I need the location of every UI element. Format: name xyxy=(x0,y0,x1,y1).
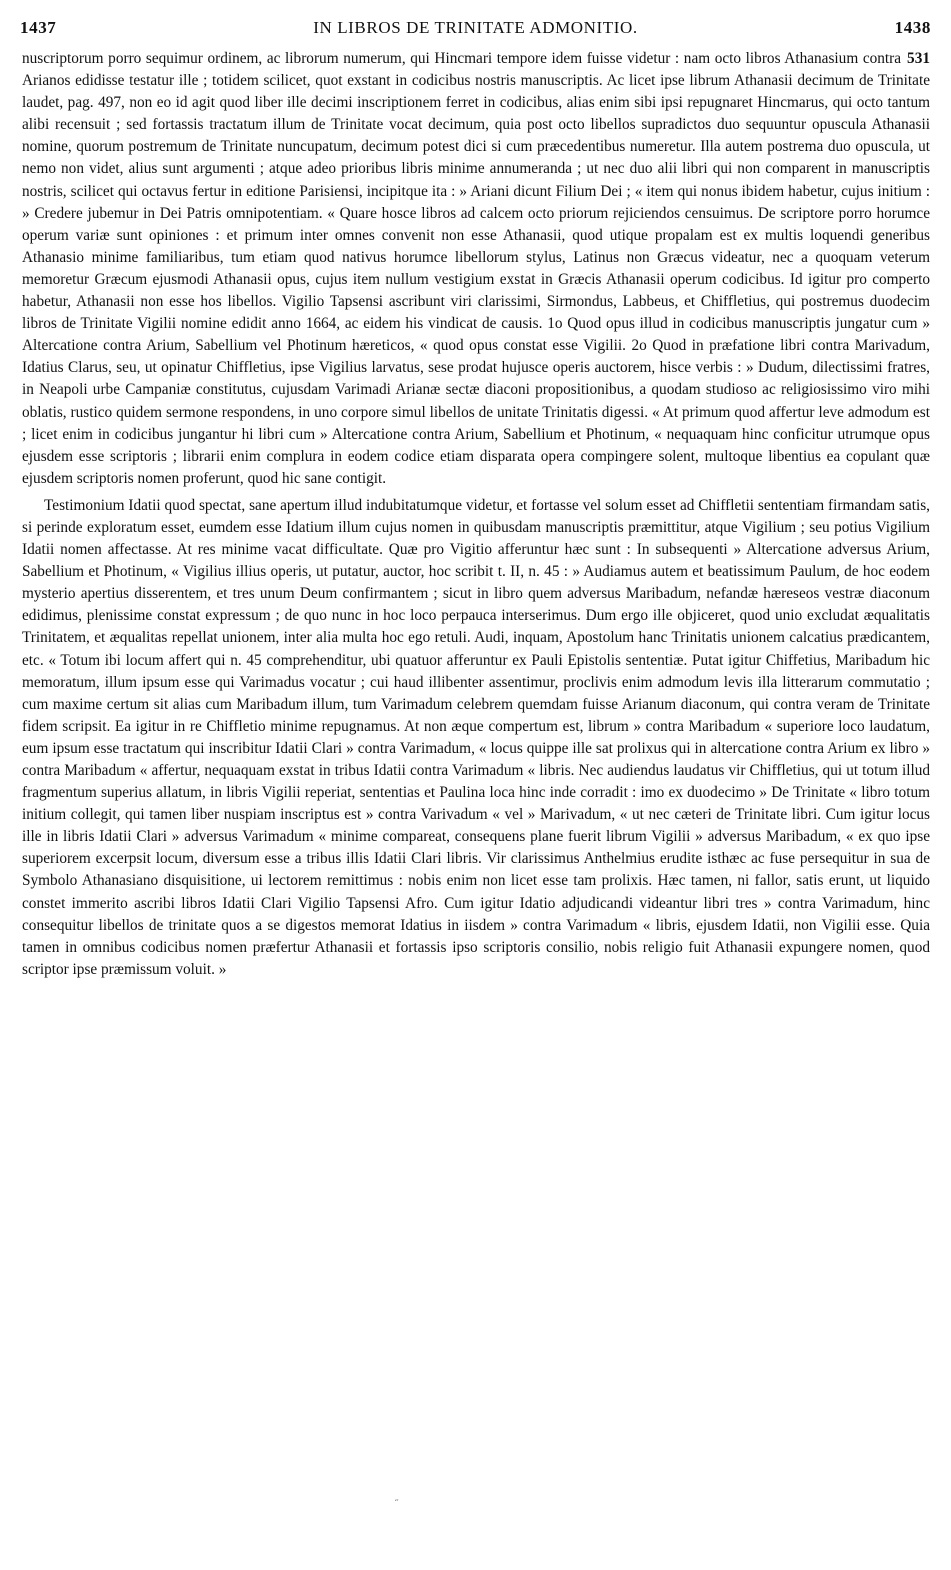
running-head xyxy=(20,16,931,42)
running-title: IN LIBROS DE TRINITATE ADMONITIO. xyxy=(313,18,638,37)
paragraph-1 xyxy=(22,48,930,490)
paragraph-1-text: nuscriptorum porro sequimur ordinem, ac librorum numerum, qui Hincmari tempore idem fuisse videtur : nam octo libros Athanasium contra Arianos edidisse testatur ille ; totidem scilicet, quot exstant in codicibus nostris manuscriptis. Ac licet ipse librum Athanasii decimum de Trinitate laudet, pag. 497, non eo id agit quod liber ille decimi inscriptionem ferret in codicibus, alias enim sibi ipsi repugnaret Hincmarus, qui octo tantum alibi recensuit ; sed fortassis tractatum illum de Trinitate vocat decimum, quia post octo libellos supradictos duo sequuntur opuscula Athanasii nomine, quorum postremum de Trinitate nuncupatum, decimum potest dici si cum præcedentibus numeretur. Illa autem postrema duo opuscula, ut nemo non videt, alius sunt argumenti ; atque adeo prioribus libris minime annumeranda ; ut nec duo alii libri qui non comparent in manuscriptis nostris, scilicet qui octavus fertur in editione Parisiensi, incipitque ita : » Ariani dicunt Filium Dei ; « item qui nonus ibidem habetur, cujus initium : » Credere jubemur in Dei Patris omnipotentiam. « Quare hosce libros ad calcem octo priorum rejiciendos censuimus. De scriptore porro horumce operum variæ sunt opiniones : et primum inter omnes convenit non esse Athanasii, quod utique propalam est ex multis loquendi generibus Athanasio minime familiaribus, tum etiam quod nativus horumce libellorum stylus, Latinus non Græcus videatur, nec a quoquam veterum memoretur Græcum ejusmodi Athanasii opus, cujus item nullum vestigium exstat in Græcis Athanasii operum codicibus. Id igitur pro comperto habetur, Athanasii non esse hos libellos. Vigilio Tapsensi ascribunt viri clarissimi, Sirmondus, Labbeus, et Chiffletius, qui postremus duodecim libros de Trinitate Vigilii nomine edidit anno 1664, ac eidem his vindicat de causis. 1o Quod opus illud in codicibus manuscriptis jungatur cum » Altercatione contra Arium, Sabellium vel Photinum hæreticos, « quod opus constat esse Vigilii. 2o Quod in præfatione libri contra Marivadum, Idatius Clarus, seu, ut opinatur Chiffletius, ipse Vigilius larvatus, sese prodat hujusce operis auctorem, hisce verbis : » Dudum, dilectissimi fratres, in Neapoli urbe Campaniæ constitutus, cujusdam Varimadi Arianæ sectæ diaconi propositionibus, a quodam studioso ac religiosissimo viro mihi oblatis, rustico quidem sermone respondens, in uno corpore simul libellos de unitate Trinitatis digessi. « At primum quod affertur leve admodum est ; licet enim in codicibus jungantur hi libri cum » Altercatione contra Arium, Sabellium et Photinum, « nequaquam hinc conficitur utrumque opus ejusdem esse scriptoris ; librarii enim complura in eodem codice etiam disparata opera compingere solent, multoque libentius ea copulant quæ ejusdem scriptoris nomen proferunt, quod hic sane contigit. xyxy=(22,50,930,487)
body-text xyxy=(22,48,930,981)
stray-mark: ˶ xyxy=(395,1494,399,1505)
column-number-left: 1437 xyxy=(20,18,57,37)
margin-page-number: 531 xyxy=(907,50,930,67)
column-number-right: 1438 xyxy=(894,18,931,37)
paragraph-2: Testimonium Idatii quod spectat, sane apertum illud indubitatumque videtur, et fortasse vel solum esset ad Chiffletii sententiam firmandam satis, si perinde exploratum esset, eumdem esse Idatium illum cujus nomen in quibusdam manuscriptis præmittitur, atque Vigilium ; seu potius Vigilium Idatii nomen affectasse. At res minime vacat difficultate. Quæ pro Vigitio afferuntur hæc sunt : In subsequenti » Altercatione adversus Arium, Sabellium et Photinum, « Vigilius illius operis, ut putatur, auctor, hoc scribit t. II, n. 45 : » Audiamus autem et beatissimum Paulum, de hoc eodem mysterio apertius disserentem, et tres unum Deum confirmantem ; sicut in libro quem adversus Maribadum, nefandæ hæreseos vestræ diaconum edidimus, plenissime constat expressum ; de quo nunc in hoc loco perpauca interserimus. Dum ergo ille objiceret, quod unio excludat æqualitatis Trinitatem, et æqualitas repellat unionem, inter alia multa hoc ego retuli. Audi, inquam, Apostolum hanc Trinitatis unionem calcatius prædicantem, etc. « Totum ibi locum affert qui n. 45 comprehenditur, ubi quatuor afferuntur ex Pauli Epistolis sententiæ. Putat igitur Chiffetius, Maribadum hic memoratum, illum ipsum esse qui Varimadus vocatur ; cui haud illibenter assentimur, proclivis enim admodum levis illa litterarum commutatio ; cum maxime certum sit alias cum Maribadum illum, tum Varimadum celebrem quemdam fuisse Arianum diaconum, qui contra veram de Trinitate fidem scripsit. Ea igitur in re Chiffletio minime repugnamus. At non æque compertum est, librum » contra Maribadum « superiore loco laudatum, eum ipsum esse tractatum qui inscribitur Idatii Clari » contra Varimadum, « locus quippe ille sat prolixus qui in altercatione contra Arium ex libro » contra Maribadum « affertur, nequaquam exstat in tribus Idatii contra Varimadum « libris. Nec audiendus laudatus vir Chiffletius, qui ut totum illud fragmentum superius allatum, in libris Vigilii reperiat, sententias et Paulina loca hinc inde corradit : imo ex duodecimo » De Trinitate « libro totum initium collegit, qui tamen liber nuspiam inscriptus est » contra Varivadum « vel » Marivadum, « ut nec cæteri de Trinitate libri. Cum igitur locus ille in libris Idatii Clari » adversus Varimadum « minime compareat, consequens plane fuerit librum Vigilii » adversus Maribadum, « ex quo ipse superiorem excerpsit locum, diversum esse a tribus illis Idatii Clari libris. Vir clarissimus Anthelmius erudite isthæc ac fuse persequitur in sua de Symbolo Athanasiano disquisitione, ui lectorem remittimus : nobis enim non licet esse tam prolixis. Hæc tamen, ni fallor, satis erunt, ut liquido constet immerito ascribi libros Idatii Clari Vigilio Tapsensi Afro. Cum igitur Idatio adjudicandi videantur libri tres » contra Varimadum, hinc consequitur libellos de trinitate quos a se digestos memorat Idatius in iisdem » contra Varimadum « libris, ejusdem Idatii, non Vigilii esse. Quia tamen in omnibus codicibus nomen præfertur Athanasii et fortassis ipso scriptoris consilio, nobis religio fuit Athanasii expungere nomen, quod scriptor ipse præmissum voluit. » xyxy=(22,496,930,978)
